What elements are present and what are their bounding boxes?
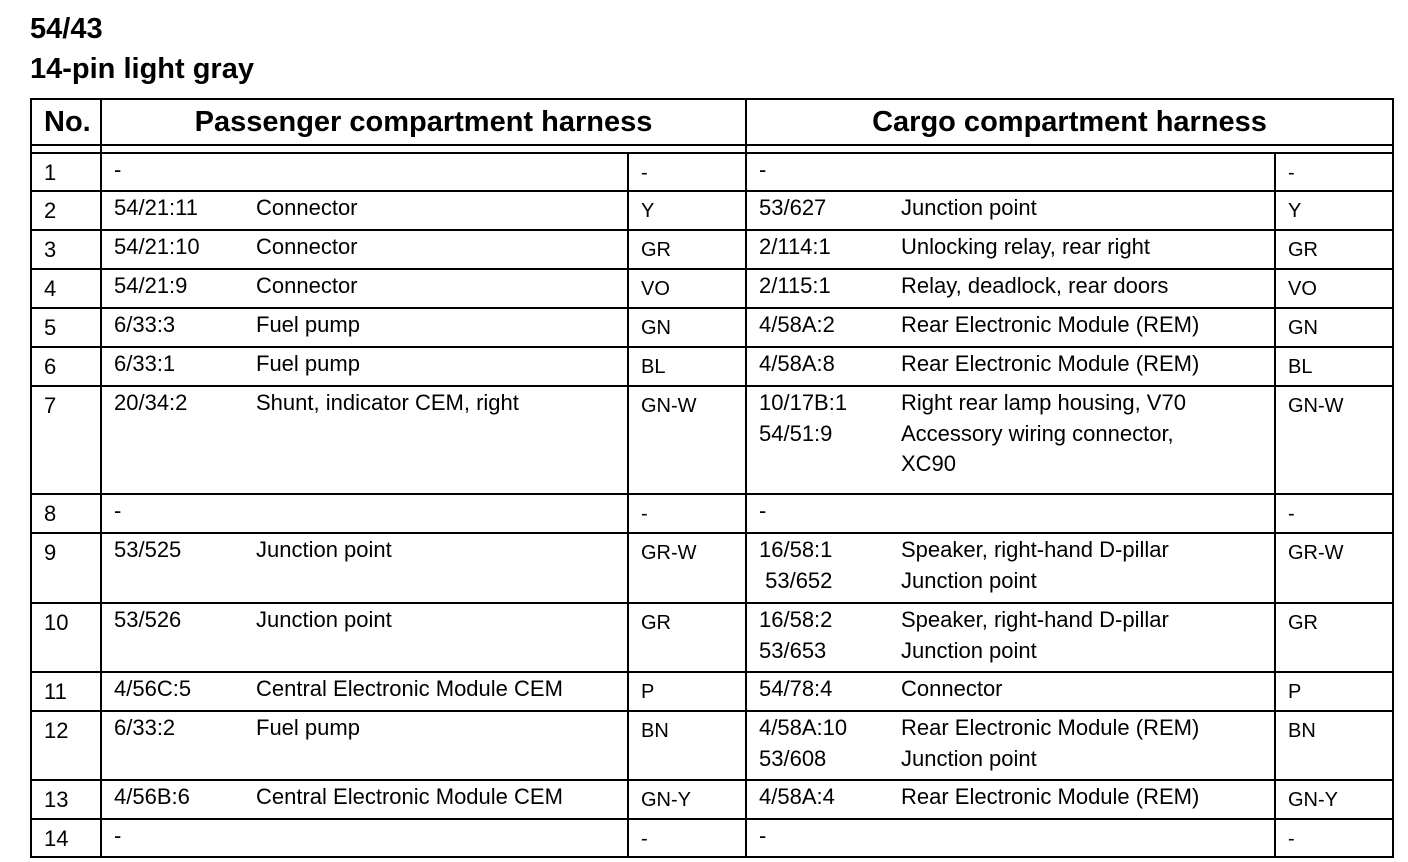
passenger-description: Fuel pump xyxy=(256,715,360,740)
cargo-description xyxy=(901,496,1274,526)
passenger-cell xyxy=(101,494,628,533)
cargo-cell xyxy=(746,308,1275,347)
cargo-entry xyxy=(759,310,1274,340)
passenger-code: 4/56C:5 xyxy=(114,676,192,701)
cargo-cell xyxy=(746,230,1275,269)
passenger-cell xyxy=(101,533,628,603)
cargo-code: 53/652 xyxy=(759,568,833,593)
pin-number: 1 xyxy=(31,153,101,191)
cargo-cell xyxy=(746,153,1275,191)
passenger-wire-color: BN xyxy=(628,711,746,780)
cargo-description: Speaker, right-hand D-pillar xyxy=(901,607,1169,632)
cargo-code: 16/58:1 xyxy=(759,537,833,562)
cargo-code: 54/78:4 xyxy=(759,676,833,701)
passenger-wire-color: - xyxy=(628,153,746,191)
passenger-wire-color: VO xyxy=(628,269,746,308)
cargo-entry xyxy=(759,713,1274,743)
passenger-entry xyxy=(114,535,627,565)
cargo-description: Junction point xyxy=(901,195,1037,220)
passenger-code: 20/34:2 xyxy=(114,390,188,415)
cargo-wire-color: BN xyxy=(1275,711,1393,780)
cargo-description: Right rear lamp housing, V70 xyxy=(901,390,1186,415)
table-header-row xyxy=(31,99,1393,145)
cargo-cell xyxy=(746,603,1275,672)
passenger-description: Connector xyxy=(256,273,358,298)
table-row xyxy=(31,603,1393,672)
table-row xyxy=(31,672,1393,711)
passenger-entry xyxy=(114,674,627,704)
cargo-cell xyxy=(746,386,1275,494)
cargo-description: Rear Electronic Module (REM) xyxy=(901,351,1200,376)
cargo-description: Accessory wiring connector, XC90 xyxy=(901,421,1174,476)
passenger-cell xyxy=(101,386,628,494)
passenger-cell xyxy=(101,780,628,819)
cargo-entry xyxy=(759,419,1274,479)
passenger-wire-color: P xyxy=(628,672,746,711)
cargo-wire-color: Y xyxy=(1275,191,1393,230)
passenger-wire-color: - xyxy=(628,494,746,533)
passenger-description xyxy=(256,496,627,526)
cargo-entry xyxy=(759,535,1274,565)
cargo-wire-color: GR xyxy=(1275,230,1393,269)
passenger-entry xyxy=(114,496,627,526)
passenger-entry xyxy=(114,388,627,418)
passenger-description xyxy=(256,821,627,851)
passenger-entry xyxy=(114,155,627,185)
cargo-entry xyxy=(759,388,1274,418)
cargo-code: - xyxy=(759,498,767,523)
passenger-description: Central Electronic Module CEM xyxy=(256,784,563,809)
table-row xyxy=(31,347,1393,386)
cargo-code: 53/653 xyxy=(759,638,827,663)
cargo-wire-color: GN-Y xyxy=(1275,780,1393,819)
cargo-entry xyxy=(759,232,1274,262)
passenger-cell xyxy=(101,308,628,347)
pin-number: 8 xyxy=(31,494,101,533)
cargo-wire-color: GR-W xyxy=(1275,533,1393,603)
passenger-wire-color: Y xyxy=(628,191,746,230)
pin-number: 5 xyxy=(31,308,101,347)
cargo-wire-color: GN-W xyxy=(1275,386,1393,494)
passenger-description: Connector xyxy=(256,195,358,220)
cargo-description: Unlocking relay, rear right xyxy=(901,234,1151,259)
cargo-entry xyxy=(759,349,1274,379)
cargo-description: Rear Electronic Module (REM) xyxy=(901,312,1200,337)
passenger-wire-color: BL xyxy=(628,347,746,386)
passenger-cell xyxy=(101,711,628,780)
passenger-description: Shunt, indicator CEM, right xyxy=(256,390,519,415)
cargo-cell xyxy=(746,672,1275,711)
passenger-cell xyxy=(101,153,628,191)
cargo-entry xyxy=(759,636,1274,666)
passenger-code: 4/56B:6 xyxy=(114,784,190,809)
header-passenger: Passenger compartment harness xyxy=(101,99,746,145)
table-row xyxy=(31,533,1393,603)
table-row xyxy=(31,711,1393,780)
passenger-wire-color: GR xyxy=(628,603,746,672)
cargo-description xyxy=(901,821,1274,851)
cargo-code: 2/115:1 xyxy=(759,273,831,298)
passenger-description xyxy=(256,155,627,185)
table-row xyxy=(31,780,1393,819)
passenger-entry xyxy=(114,271,627,301)
cargo-code: - xyxy=(759,157,767,182)
table-row xyxy=(31,308,1393,347)
cargo-description: Rear Electronic Module (REM) xyxy=(901,784,1200,809)
passenger-cell xyxy=(101,672,628,711)
cargo-entry xyxy=(759,496,1274,526)
cargo-description: Junction point xyxy=(901,746,1037,771)
cargo-entry xyxy=(759,566,1274,596)
passenger-code: 53/525 xyxy=(114,537,182,562)
pin-number: 13 xyxy=(31,780,101,819)
table-body xyxy=(31,153,1393,857)
cargo-wire-color: VO xyxy=(1275,269,1393,308)
cargo-entry xyxy=(759,744,1274,774)
table-row xyxy=(31,230,1393,269)
table-row xyxy=(31,494,1393,533)
cargo-description: Junction point xyxy=(901,638,1037,663)
connector-description: 14-pin light gray xyxy=(30,53,254,85)
passenger-description: Junction point xyxy=(256,607,392,632)
table-row xyxy=(31,386,1393,494)
pin-number: 7 xyxy=(31,386,101,494)
passenger-code: 53/526 xyxy=(114,607,182,632)
passenger-code: 6/33:1 xyxy=(114,351,176,376)
passenger-entry xyxy=(114,310,627,340)
passenger-code: 54/21:11 xyxy=(114,195,199,220)
passenger-cell xyxy=(101,269,628,308)
table-row xyxy=(31,819,1393,857)
passenger-wire-color: GN-W xyxy=(628,386,746,494)
pin-number: 10 xyxy=(31,603,101,672)
passenger-description: Junction point xyxy=(256,537,392,562)
passenger-entry xyxy=(114,782,627,812)
pin-number: 12 xyxy=(31,711,101,780)
passenger-code: 6/33:3 xyxy=(114,312,176,337)
table-row xyxy=(31,191,1393,230)
pin-number: 6 xyxy=(31,347,101,386)
passenger-description: Central Electronic Module CEM xyxy=(256,676,563,701)
pin-number: 4 xyxy=(31,269,101,308)
passenger-entry xyxy=(114,349,627,379)
cargo-description: Speaker, right-hand D-pillar xyxy=(901,537,1169,562)
cargo-wire-color: - xyxy=(1275,819,1393,857)
cargo-cell xyxy=(746,494,1275,533)
table-row xyxy=(31,269,1393,308)
table-row xyxy=(31,153,1393,191)
pin-number: 14 xyxy=(31,819,101,857)
cargo-code: 16/58:2 xyxy=(759,607,833,632)
passenger-code: - xyxy=(114,157,122,182)
passenger-entry xyxy=(114,193,627,223)
cargo-code: 4/58A:8 xyxy=(759,351,835,376)
pin-number: 3 xyxy=(31,230,101,269)
cargo-description xyxy=(901,155,1274,185)
cargo-description: Connector xyxy=(901,676,1003,701)
passenger-description: Fuel pump xyxy=(256,312,360,337)
passenger-entry xyxy=(114,232,627,262)
cargo-code: 2/114:1 xyxy=(759,234,831,259)
header-spacer xyxy=(31,145,1393,153)
passenger-code: - xyxy=(114,823,122,848)
passenger-code: - xyxy=(114,498,122,523)
cargo-wire-color: GR xyxy=(1275,603,1393,672)
cargo-code: 54/51:9 xyxy=(759,421,833,446)
passenger-code: 54/21:10 xyxy=(114,234,200,259)
cargo-description: Relay, deadlock, rear doors xyxy=(901,273,1169,298)
passenger-code: 6/33:2 xyxy=(114,715,176,740)
pin-number: 11 xyxy=(31,672,101,711)
passenger-cell xyxy=(101,230,628,269)
passenger-description: Connector xyxy=(256,234,358,259)
passenger-wire-color: GN xyxy=(628,308,746,347)
passenger-cell xyxy=(101,819,628,857)
passenger-cell xyxy=(101,347,628,386)
cargo-entry xyxy=(759,193,1274,223)
cargo-entry xyxy=(759,605,1274,635)
cargo-code: 4/58A:2 xyxy=(759,312,835,337)
header-cargo: Cargo compartment harness xyxy=(746,99,1393,145)
cargo-code: 10/17B:1 xyxy=(759,390,848,415)
cargo-entry xyxy=(759,155,1274,185)
cargo-code: - xyxy=(759,823,767,848)
cargo-cell xyxy=(746,819,1275,857)
cargo-cell xyxy=(746,780,1275,819)
cargo-wire-color: GN xyxy=(1275,308,1393,347)
passenger-entry xyxy=(114,821,627,851)
header-no: No. xyxy=(31,99,101,145)
passenger-entry xyxy=(114,713,627,743)
cargo-description: Junction point xyxy=(901,568,1037,593)
cargo-wire-color: BL xyxy=(1275,347,1393,386)
cargo-wire-color: - xyxy=(1275,153,1393,191)
passenger-code: 54/21:9 xyxy=(114,273,188,298)
cargo-code: 53/608 xyxy=(759,746,827,771)
cargo-description: Rear Electronic Module (REM) xyxy=(901,715,1200,740)
pinout-table xyxy=(30,98,1394,858)
cargo-wire-color: - xyxy=(1275,494,1393,533)
connector-id: 54/43 xyxy=(30,13,103,45)
passenger-wire-color: - xyxy=(628,819,746,857)
passenger-description: Fuel pump xyxy=(256,351,360,376)
cargo-entry xyxy=(759,821,1274,851)
passenger-wire-color: GR xyxy=(628,230,746,269)
passenger-wire-color: GR-W xyxy=(628,533,746,603)
passenger-entry xyxy=(114,605,627,635)
pin-number: 9 xyxy=(31,533,101,603)
passenger-wire-color: GN-Y xyxy=(628,780,746,819)
cargo-cell xyxy=(746,269,1275,308)
passenger-cell xyxy=(101,603,628,672)
cargo-entry xyxy=(759,674,1274,704)
passenger-cell xyxy=(101,191,628,230)
cargo-entry xyxy=(759,271,1274,301)
cargo-cell xyxy=(746,711,1275,780)
cargo-code: 4/58A:10 xyxy=(759,715,848,740)
cargo-code: 53/627 xyxy=(759,195,827,220)
cargo-cell xyxy=(746,347,1275,386)
cargo-entry xyxy=(759,782,1274,812)
pin-number: 2 xyxy=(31,191,101,230)
cargo-cell xyxy=(746,533,1275,603)
cargo-cell xyxy=(746,191,1275,230)
cargo-code: 4/58A:4 xyxy=(759,784,835,809)
cargo-wire-color: P xyxy=(1275,672,1393,711)
